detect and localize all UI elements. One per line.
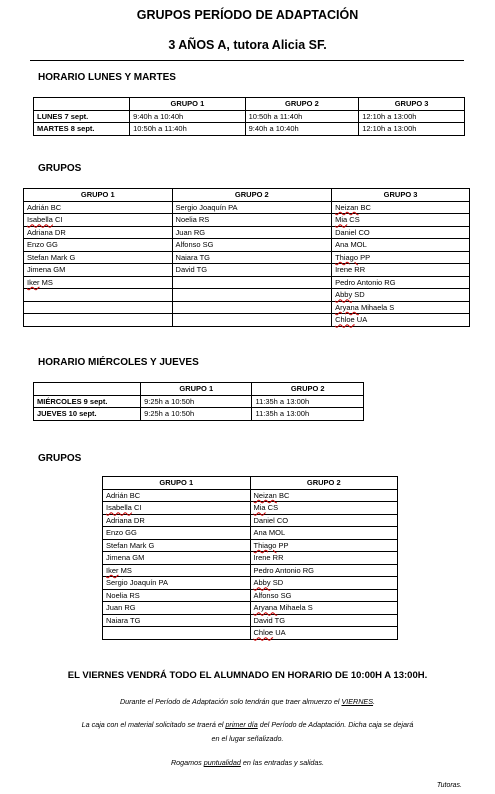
table-cell: Isabella CI <box>24 214 173 227</box>
table-cell: Isabella CI <box>103 502 251 515</box>
table-cell: Noelia RS <box>103 589 251 602</box>
table-row <box>34 123 465 136</box>
row-label: MARTES 8 sept. <box>34 123 130 136</box>
table-row <box>34 110 465 123</box>
groups-heading-1: GRUPOS <box>38 163 82 174</box>
table-cell: Abby SD <box>332 289 470 302</box>
table-cell: 9:40h a 10:40h <box>245 123 359 136</box>
groups-table-1 <box>23 188 470 327</box>
table-row <box>103 514 398 527</box>
table-cell: Adriana DR <box>103 514 251 527</box>
table-row <box>103 539 398 552</box>
table-row <box>24 276 470 289</box>
table-cell: Alfonso SG <box>172 239 332 252</box>
table-cell: Neizan BC <box>332 201 470 214</box>
page-subtitle: 3 AÑOS A, tutora Alicia SF. <box>168 38 327 52</box>
table-cell: Jimena GM <box>24 264 173 277</box>
material-note-line2: en el lugar señalizado. <box>211 734 284 743</box>
table-cell: Stefan Mark G <box>103 539 251 552</box>
table-cell <box>103 627 251 640</box>
table-cell: Alfonso SG <box>250 589 398 602</box>
column-header: GRUPO 2 <box>252 383 364 396</box>
table-cell: Juan RG <box>172 226 332 239</box>
table-row <box>103 489 398 502</box>
table-header-row <box>34 98 465 111</box>
column-header: GRUPO 1 <box>141 383 252 396</box>
table-cell: Mia CS <box>332 214 470 227</box>
table-cell: Daniel CO <box>332 226 470 239</box>
table-cell: David TG <box>250 614 398 627</box>
table-row <box>24 314 470 327</box>
table-cell: Adrián BC <box>24 201 173 214</box>
table-header-row <box>103 477 398 490</box>
table-row <box>103 577 398 590</box>
table-cell: Ana MOL <box>250 527 398 540</box>
table-cell: Thiago PP <box>250 539 398 552</box>
table-cell: Enzo GG <box>103 527 251 540</box>
table-cell: Iker MS <box>103 564 251 577</box>
table-cell <box>172 301 332 314</box>
table-cell: Adrián BC <box>103 489 251 502</box>
table-cell <box>172 314 332 327</box>
table-cell: Aryana Mihaela S <box>250 602 398 615</box>
table-row <box>24 239 470 252</box>
table-cell: Mia CS <box>250 502 398 515</box>
table-row <box>24 201 470 214</box>
column-header: GRUPO 2 <box>245 98 359 111</box>
table-cell: 11:35h a 13:00h <box>252 408 364 421</box>
table-cell <box>24 301 173 314</box>
table-row <box>103 627 398 640</box>
table-cell: David TG <box>172 264 332 277</box>
punctuality-note: Rogamos puntualidad en las entradas y salidas. <box>170 758 325 767</box>
row-label: LUNES 7 sept. <box>34 110 130 123</box>
table-cell: Naiara TG <box>172 251 332 264</box>
table-cell <box>172 276 332 289</box>
table-cell: Neizan BC <box>250 489 398 502</box>
column-header: GRUPO 2 <box>172 189 332 202</box>
signature: Tutoras. <box>436 782 462 789</box>
table-cell: Pedro Antonio RG <box>250 564 398 577</box>
table-row <box>103 502 398 515</box>
table-cell: Daniel CO <box>250 514 398 527</box>
table-row <box>103 527 398 540</box>
groups-table-2 <box>102 476 398 640</box>
table-row <box>34 408 364 421</box>
table-cell <box>24 314 173 327</box>
table-cell <box>24 289 173 302</box>
table-cell: Sergio Joaquín PA <box>172 201 332 214</box>
table-row <box>24 301 470 314</box>
table-row <box>24 289 470 302</box>
row-label: MIÉRCOLES 9 sept. <box>34 395 141 408</box>
column-header: GRUPO 1 <box>103 477 251 490</box>
schedule-mon-tue-heading: HORARIO LUNES Y MARTES <box>38 72 176 83</box>
table-row <box>103 564 398 577</box>
lunch-note: Durante el Período de Adaptación solo tendrán que traer almuerzo el VIERNES. <box>119 697 376 706</box>
table-cell: Thiago PP <box>332 251 470 264</box>
table-row <box>24 226 470 239</box>
friday-notice: EL VIERNES VENDRÁ TODO EL ALUMNADO EN HORARIO DE 10:00H A 13:00H. <box>67 670 428 681</box>
table-cell <box>172 289 332 302</box>
column-header: GRUPO 3 <box>359 98 465 111</box>
table-cell: Adriana DR <box>24 226 173 239</box>
table-cell: 12:10h a 13:00h <box>359 123 465 136</box>
table-cell: Juan RG <box>103 602 251 615</box>
table-cell: Jimena GM <box>103 552 251 565</box>
table-cell: 11:35h a 13:00h <box>252 395 364 408</box>
material-note-line1: La caja con el material solicitado se traerá el primer día del Período de Adaptación. Dicha caja se dejará <box>81 720 414 729</box>
column-header <box>34 98 130 111</box>
table-cell: Chloe UA <box>332 314 470 327</box>
column-header <box>34 383 141 396</box>
table-cell: Abby SD <box>250 577 398 590</box>
table-row <box>103 614 398 627</box>
table-cell: Noelia RS <box>172 214 332 227</box>
schedule-wed-thu-heading: HORARIO MIÉRCOLES Y JUEVES <box>38 357 199 368</box>
groups-heading-2: GRUPOS <box>38 453 82 464</box>
table-row <box>103 552 398 565</box>
table-row <box>24 214 470 227</box>
table-cell: 12:10h a 13:00h <box>359 110 465 123</box>
table-row <box>103 589 398 602</box>
table-cell: Stefan Mark G <box>24 251 173 264</box>
table-cell: Ana MOL <box>332 239 470 252</box>
title-rule <box>30 60 464 61</box>
schedule-mon-tue-table <box>33 97 465 136</box>
column-header: GRUPO 3 <box>332 189 470 202</box>
table-cell: 9:40h a 10:40h <box>130 110 246 123</box>
table-row <box>24 264 470 277</box>
table-cell: Iker MS <box>24 276 173 289</box>
column-header: GRUPO 1 <box>24 189 173 202</box>
table-cell: Pedro Antonio RG <box>332 276 470 289</box>
table-cell: Irene RR <box>332 264 470 277</box>
table-header-row <box>34 383 364 396</box>
table-row <box>34 395 364 408</box>
table-cell: 10:50h a 11:40h <box>130 123 246 136</box>
page-title: GRUPOS PERÍODO DE ADAPTACIÓN <box>136 8 359 22</box>
table-cell: Enzo GG <box>24 239 173 252</box>
table-row <box>24 251 470 264</box>
column-header: GRUPO 1 <box>130 98 246 111</box>
table-cell: Aryana Mihaela S <box>332 301 470 314</box>
table-header-row <box>24 189 470 202</box>
table-cell: 10:50h a 11:40h <box>245 110 359 123</box>
table-cell: Naiara TG <box>103 614 251 627</box>
schedule-wed-thu-table <box>33 382 364 421</box>
table-cell: Chloe UA <box>250 627 398 640</box>
table-cell: Irene RR <box>250 552 398 565</box>
table-row <box>103 602 398 615</box>
table-cell: 9:25h a 10:50h <box>141 395 252 408</box>
row-label: JUEVES 10 sept. <box>34 408 141 421</box>
table-cell: 9:25h a 10:50h <box>141 408 252 421</box>
table-cell: Sergio Joaquín PA <box>103 577 251 590</box>
column-header: GRUPO 2 <box>250 477 398 490</box>
